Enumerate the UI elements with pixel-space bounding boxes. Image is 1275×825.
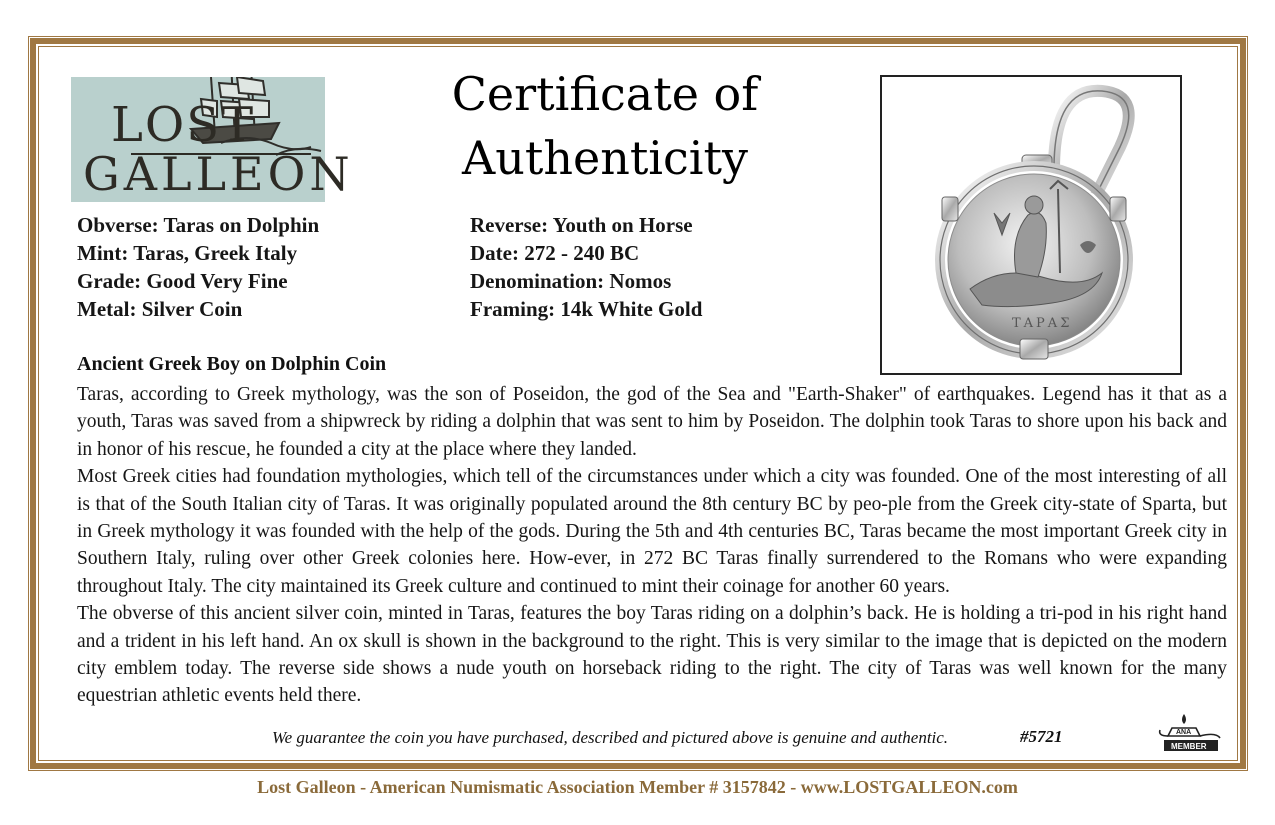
paragraph-3: The obverse of this ancient silver coin, minted in Taras, features the boy Taras riding on a dolphin’s back. He is holding a tri-pod in his right hand and a trident in his left hand. An ox skull is shown in the background to the right. This is very similar to the image that is depicted on the modern city emblem today. The reverse side shows a nude youth on horseback riding to the right. The city of Taras was well known for the many equestrian athletic events held there.: [77, 603, 1227, 707]
coin-details-left: [77, 211, 319, 323]
detail-grade: Grade: Good Very Fine: [77, 269, 288, 293]
paragraph-2: Most Greek cities had foundation mythologies, which tell of the circumstances under which a city was founded. One of the most interesting of all is that of the South Italian city of Taras. It was originally populated around the 8th century BC by peo-ple from the Greek city-state of Sparta, but in Greek mythology it was founded with the help of the gods. During the 5th and 4th centuries BC, Taras became the most important Greek city in Southern Italy, ruling over other Greek colonies here. How-ever, in 272 BC Taras finally surrendered to the Romans who were expanding throughout Italy. The city maintained its Greek culture and continued to mint their coinage for another 60 years.: [77, 466, 1227, 597]
certificate-number: #5721: [1020, 727, 1063, 746]
title-line-2: Authenticity: [462, 131, 748, 185]
section-title: Ancient Greek Boy on Dolphin Coin: [77, 353, 387, 375]
certificate-title: [440, 62, 770, 190]
guarantee-statement: We guarantee the coin you have purchased, described and pictured above is genuine and authentic.: [272, 728, 949, 747]
coin-pendant-photo: [880, 75, 1182, 375]
detail-obverse: Obverse: Taras on Dolphin: [77, 213, 320, 237]
detail-date: Date: 272 - 240 BC: [470, 241, 640, 265]
logo-word-lost: LOST: [111, 97, 256, 153]
detail-denomination: Denomination: Nomos: [470, 269, 672, 293]
detail-mint: Mint: Taras, Greek Italy: [77, 241, 298, 265]
description-body: [77, 381, 1227, 710]
detail-framing: Framing: 14k White Gold: [470, 297, 703, 321]
ana-badge-top: ANA: [1176, 729, 1192, 736]
detail-metal: Metal: Silver Coin: [77, 297, 243, 321]
coin-pendant-image: [882, 77, 1180, 373]
coin-legend: ΤΑΡΑΣ: [1012, 316, 1073, 331]
title-line-1: Certificate of: [451, 67, 759, 121]
detail-reverse: Reverse: Youth on Horse: [470, 213, 693, 237]
paragraph-1: Taras, according to Greek mythology, was the son of Poseidon, the god of the Sea and "Earth-Shaker" of earthquakes. Legend has it that as a youth, Taras was saved from a shipwreck by riding a dolphin that was sent to him by Poseidon. The dolphin took Taras to shore upon his back and in honor of his rescue, he founded a city at the place where they landed.: [77, 384, 1227, 460]
ana-member-badge-icon: [1150, 706, 1224, 756]
footer-membership: Lost Galleon - American Numismatic Association Member # 3157842 - www.LOSTGALLEON.com: [257, 777, 1018, 797]
ana-badge-bottom: MEMBER: [1171, 742, 1207, 751]
coin-details-right: [470, 211, 702, 323]
lost-galleon-logo: [71, 77, 354, 202]
logo-word-galleon: GALLEON: [83, 147, 354, 201]
